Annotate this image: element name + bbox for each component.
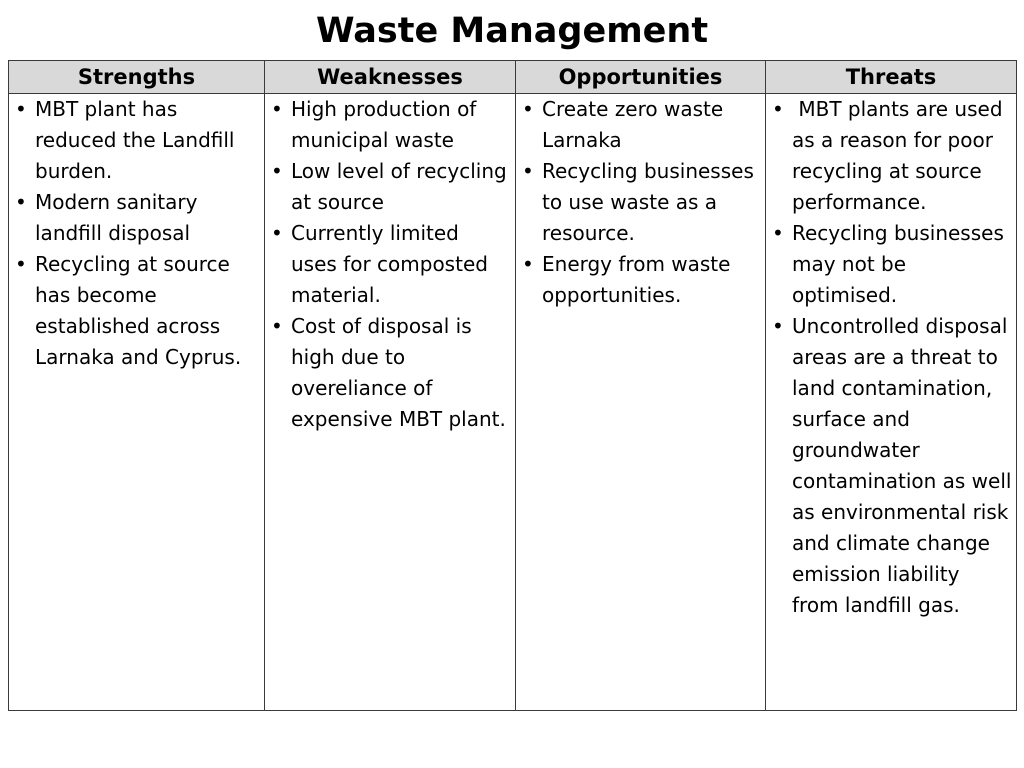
bullet-icon: • <box>271 159 283 183</box>
bullet-icon: • <box>772 314 784 338</box>
list-item-text: Recycling at source has become established across Larnaka and Cyprus. <box>35 252 242 369</box>
list-item-text: Cost of disposal is high due to overeliance of expensive MBT plant. <box>291 314 506 431</box>
list-item <box>9 187 260 249</box>
list-item <box>516 249 761 311</box>
cell-threats <box>766 94 1017 711</box>
bullet-icon: • <box>15 190 27 214</box>
opportunities-list <box>516 94 765 311</box>
list-item <box>265 311 511 435</box>
list-item <box>766 94 1012 218</box>
list-item-text: Modern sanitary landfill disposal <box>35 190 198 245</box>
cell-strengths <box>9 94 265 711</box>
list-item-text: High production of municipal waste <box>291 97 477 152</box>
bullet-icon: • <box>522 159 534 183</box>
bullet-icon: • <box>522 252 534 276</box>
cell-weaknesses <box>265 94 516 711</box>
swot-table <box>8 60 1017 711</box>
list-item <box>516 94 761 156</box>
list-item <box>766 311 1012 621</box>
bullet-icon: • <box>772 97 784 121</box>
list-item-text: Create zero waste Larnaka <box>542 97 724 152</box>
list-item-text: Low level of recycling at source <box>291 159 507 214</box>
header-strengths: Strengths <box>9 61 265 94</box>
header-weaknesses: Weaknesses <box>265 61 516 94</box>
bullet-icon: • <box>15 97 27 121</box>
strengths-list <box>9 94 264 373</box>
threats-list <box>766 94 1016 621</box>
bullet-icon: • <box>772 221 784 245</box>
bullet-icon: • <box>522 97 534 121</box>
list-item <box>9 94 260 187</box>
list-item-text: Recycling businesses may not be optimised. <box>792 221 1004 307</box>
page-title: Waste Management <box>315 11 709 51</box>
list-item-text: Recycling businesses to use waste as a resource. <box>542 159 754 245</box>
header-row <box>9 61 1017 94</box>
list-item <box>9 249 260 373</box>
header-opportunities: Opportunities <box>516 61 766 94</box>
header-threats: Threats <box>766 61 1017 94</box>
bullet-icon: • <box>271 97 283 121</box>
list-item <box>265 156 511 218</box>
content-row <box>9 94 1017 711</box>
bullet-icon: • <box>271 314 283 338</box>
bullet-icon: • <box>15 252 27 276</box>
bullet-icon: • <box>271 221 283 245</box>
list-item-text: MBT plants are used as a reason for poor recycling at source performance. <box>792 97 1009 214</box>
list-item <box>265 94 511 156</box>
list-item-text: Uncontrolled disposal areas are a threat to land contamination, surface and groundwater contamination as well as environmental risk and climate change emission liability from landfill gas. <box>792 314 1012 617</box>
list-item-text: MBT plant has reduced the Landfill burden. <box>35 97 235 183</box>
list-item-text: Currently limited uses for composted material. <box>291 221 488 307</box>
list-item <box>766 218 1012 311</box>
weaknesses-list <box>265 94 515 435</box>
list-item <box>265 218 511 311</box>
list-item-text: Energy from waste opportunities. <box>542 252 731 307</box>
cell-opportunities <box>516 94 766 711</box>
list-item <box>516 156 761 249</box>
